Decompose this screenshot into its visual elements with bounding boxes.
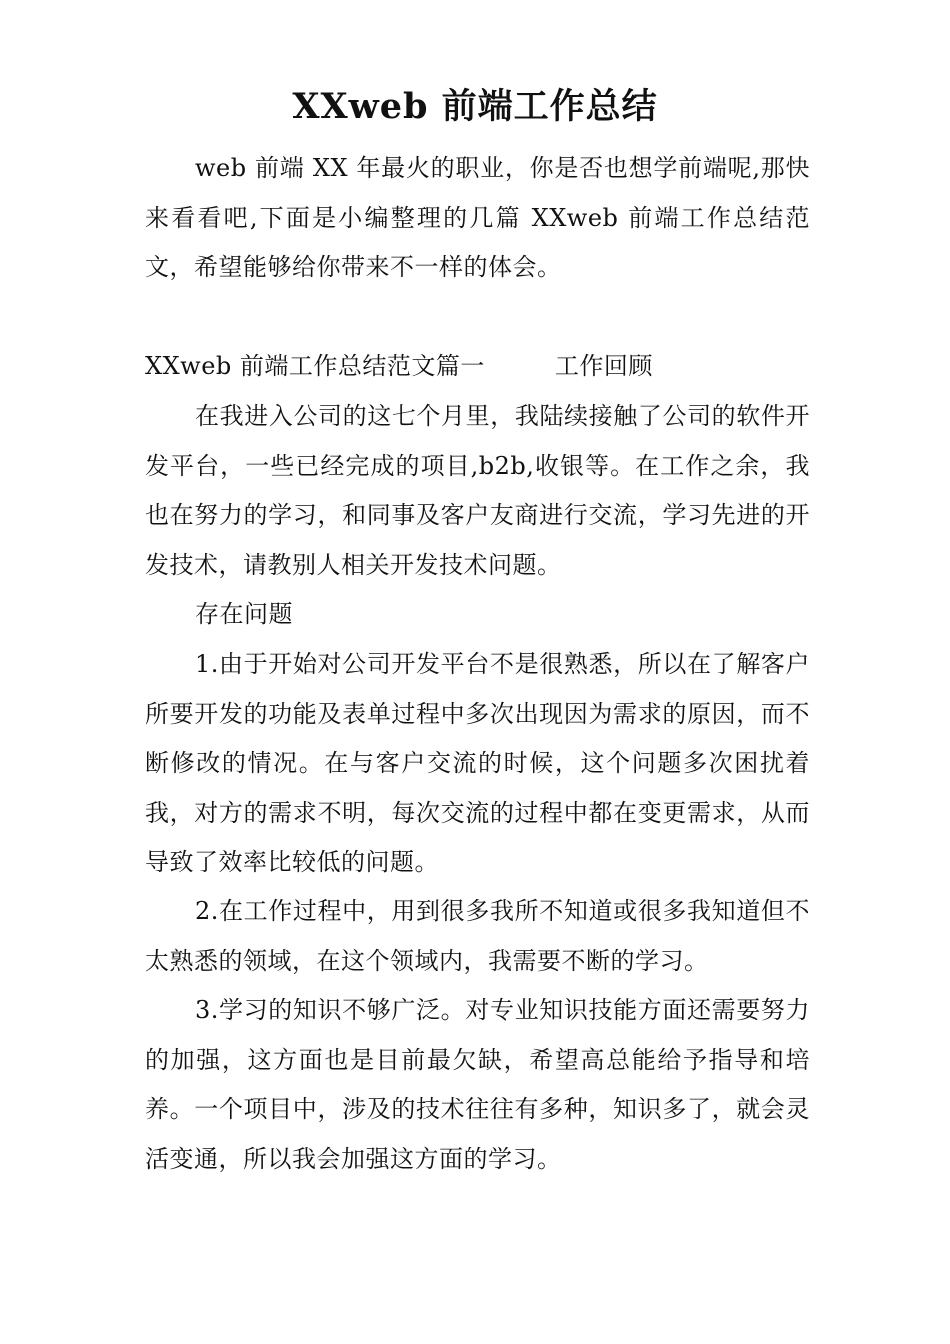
- document-title: XXweb 前端工作总结: [292, 86, 658, 127]
- review-paragraph: 在我进入公司的这七个月里，我陆续接触了公司的软件开发平台，一些已经完成的项目,b2b,收银等。在工作之余，我也在努力的学习，和同事及客户友商进行交流，学习先进的开发技术，请教别人相关开发技术问题。: [145, 402, 810, 579]
- issues-heading: 存在问题: [195, 600, 293, 628]
- section-subheading: 工作回顾: [554, 352, 653, 380]
- intro-paragraph: web 前端 XX 年最火的职业，你是否也想学前端呢,那快来看看吧,下面是小编整理的几篇 XXweb 前端工作总结范文，希望能够给你带来不一样的体会。: [145, 154, 810, 281]
- issue-item-3: 3.学习的知识不够广泛。对专业知识技能方面还需要努力的加强，这方面也是目前最欠缺，希望高总能给予指导和培养。一个项目中，涉及的技术往往有多种，知识多了，就会灵活变通，所以我会加强这方面的学习。: [145, 996, 810, 1173]
- section-heading: XXweb 前端工作总结范文篇一: [145, 352, 485, 380]
- issue-item-2: 2.在工作过程中，用到很多我所不知道或很多我知道但不太熟悉的领域，在这个领域内，我需要不断的学习。: [145, 897, 810, 975]
- issue-item-1: 1.由于开始对公司开发平台不是很熟悉，所以在了解客户所要开发的功能及表单过程中多次出现因为需求的原因，而不断修改的情况。在与客户交流的时候，这个问题多次困扰着我，对方的需求不明，每次交流的过程中都在变更需求，从而导致了效率比较低的问题。: [145, 650, 810, 876]
- section-heading-line: [145, 342, 810, 392]
